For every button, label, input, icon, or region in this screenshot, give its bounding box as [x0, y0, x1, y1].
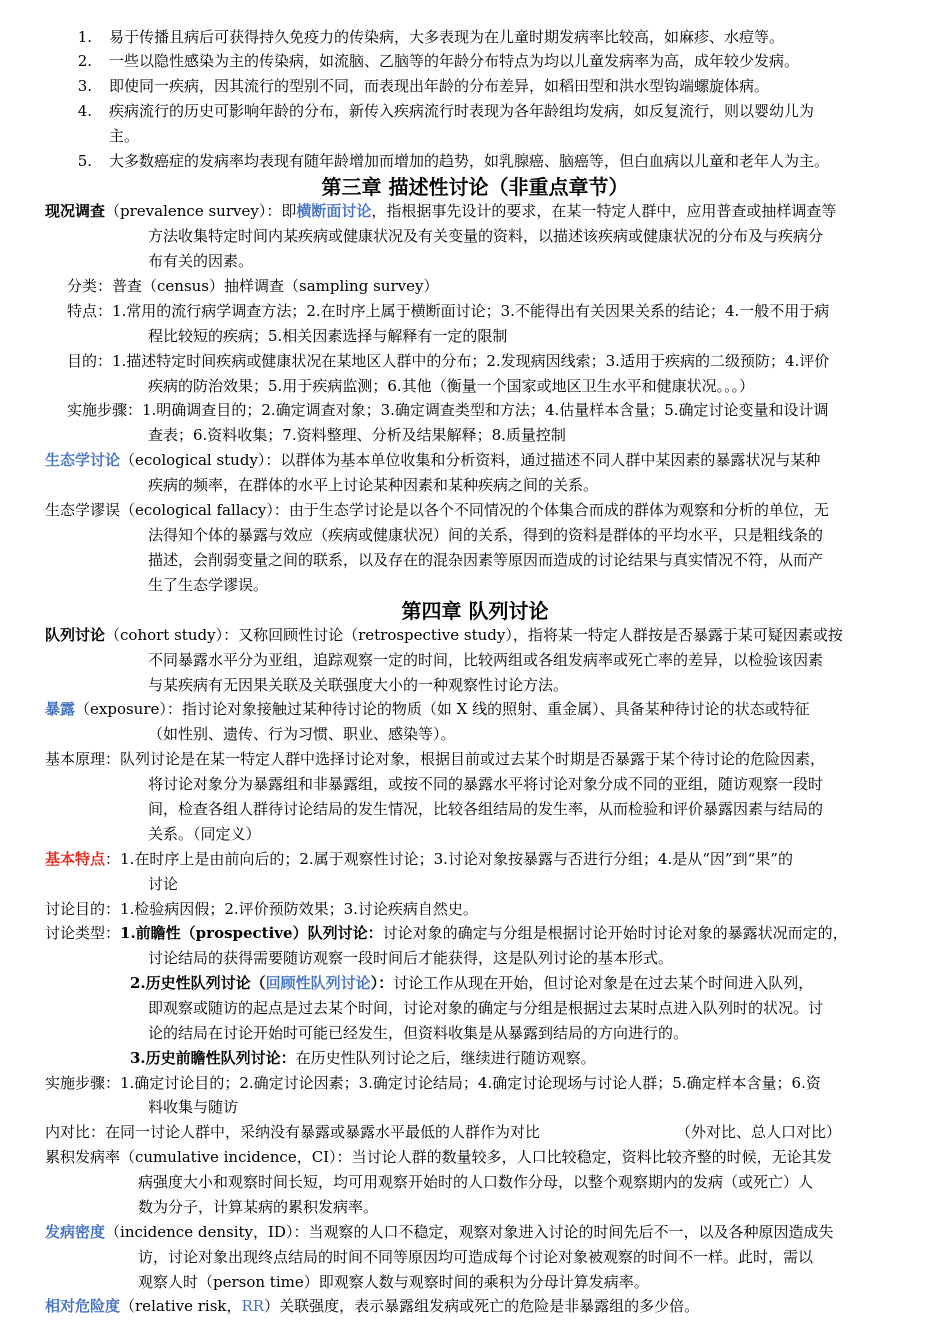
text: 在历史性队列讨论之后，继续进行随访观察。 — [295, 1049, 596, 1067]
goal-line: 讨论目的：1.检验病因假；2.评价预防效果；3.讨论疾病自然史。 — [45, 900, 478, 918]
features-line: 特点：1.常用的流行病学调查方法；2.在时序上属于横断面讨论；3.不能得出有关因果关系的结论；4.一般不用于病 — [67, 302, 830, 320]
paragraph-line: 法得知个体的暴露与效应（疾病或健康状况）间的关系，得到的资料是群体的平均水平，只是粗线条的 — [148, 526, 824, 544]
term-cross-sectional: 横断面讨论 — [296, 202, 372, 220]
list-number: 5. — [77, 152, 92, 170]
list-item: 一些以隐性感染为主的传染病，如流脑、乙脑等的年龄分布特点为均以儿童发病率为高，成年较少发病。 — [109, 52, 800, 70]
principle-line: 基本原理：队列讨论是在某一特定人群中选择讨论对象，根据目前或过去某个时期是否暴露于某个待讨论的危险因素， — [45, 750, 826, 768]
paragraph-line: 程比较短的疾病；5.相关因素选择与解释有一定的限制 — [148, 327, 508, 345]
type-2-line — [130, 971, 813, 995]
paragraph-line: 观察人时（person time）即观察人数与观察时间的乘积为分母计算发病率。 — [138, 1273, 649, 1291]
list-item: 疾病流行的历史可影响年龄的分布，新传入疾病流行时表现为各年龄组均发病，如反复流行，则以婴幼儿为 — [109, 102, 815, 120]
text: （ecological study）：以群体为基本单位收集和分析资料，通过描述不同人群中某因素的暴露状况与某种 — [120, 451, 821, 469]
paragraph-line: 讨论 — [148, 875, 179, 893]
paragraph-line: （如性别、遗传、行为习惯、职业、感染等）。 — [148, 725, 456, 743]
text: ）关联强度，表示暴露组发病或死亡的危险是非暴露组的多少倍。 — [264, 1297, 700, 1315]
list-item-cont: 主。 — [109, 127, 140, 145]
paragraph-line: 论的结局在讨论开始时可能已经发生，但资料收集是从暴露到结局的方向进行的。 — [148, 1024, 689, 1042]
paragraph-line: 描述，会削弱变量之间的联系，以及存在的混杂因素等原因而造成的讨论结果与真实情况不符，从而产 — [148, 551, 824, 569]
text: 讨论对象的确定与分组是根据讨论开始时讨论对象的暴露状况而定的， — [382, 924, 848, 942]
list-number: 4. — [77, 102, 92, 120]
term-prospective: 1.前瞻性（prospective）队列讨论： — [120, 924, 383, 942]
chapter-3-title: 第三章 描述性讨论（非重点章节） — [321, 175, 629, 199]
paragraph-line: 将讨论对象分为暴露组和非暴露组，或按不同的暴露水平将讨论对象分成不同的亚组，随访观察一段时 — [148, 775, 824, 793]
paragraph-line: 疾病的防治效果；5.用于疾病监测；6.其他（衡量一个国家或地区卫生水平和健康状况。。。） — [148, 377, 755, 395]
paragraph-line: 布有关的因素。 — [148, 252, 254, 270]
paragraph-line: 查表；6.资料收集；7.资料整理、分析及结果解释；8.质量控制 — [148, 426, 566, 444]
paragraph-line: 与某疾病有无因果关联及关联强度大小的一种观察性讨论方法。 — [148, 676, 569, 694]
abbr-rr: RR — [241, 1297, 265, 1315]
term-exposure: 暴露 — [45, 700, 76, 718]
text: ：1.在时序上是由前向后的；2.属于观察性讨论；3.讨论对象按暴露与否进行分组；4.是从“因”到“果”的 — [105, 850, 793, 868]
list-number: 3. — [77, 77, 92, 95]
incidence-density-def — [45, 1220, 833, 1244]
term-ecological-study: 生态学讨论 — [45, 451, 121, 469]
text: ，指根据事先设计的要求，在某一特定人群中，应用普查或抽样调查等 — [371, 202, 837, 220]
impl-steps-line: 实施步骤：1.确定讨论目的；2.确定讨论因素；3.确定讨论结局；4.确定讨论现场与讨论人群；5.确定样本含量；6.资 — [45, 1074, 821, 1092]
term-historical: 2.历史性队列讨论（ — [130, 974, 266, 992]
aims-line: 目的：1.描述特定时间疾病或健康状况在某地区人群中的分布；2.发现病因线索；3.适用于疾病的二级预防；4.评价 — [67, 352, 830, 370]
basic-features-def — [45, 847, 793, 871]
cohort-study-def — [45, 623, 843, 647]
list-number: 2. — [77, 52, 92, 70]
type-3-line — [130, 1046, 596, 1070]
text: （relative risk， — [120, 1297, 242, 1315]
text: ）： — [370, 974, 394, 992]
ecological-fallacy-def: 生态学谬误（ecological fallacy）：由于生态学讨论是以各个不同情况的个体集合而成的群体为观察和分析的单位，无 — [45, 501, 829, 519]
term-basic-features: 基本特点 — [45, 850, 106, 868]
paragraph-line: 疾病的频率，在群体的水平上讨论某种因素和某种疾病之间的关系。 — [148, 476, 599, 494]
relative-risk-def — [45, 1294, 699, 1318]
prevalence-survey-def — [45, 199, 836, 223]
classification-line: 分类：普查（census）抽样调查（sampling survey） — [67, 277, 439, 295]
term-historical-prospective: 3.历史前瞻性队列讨论： — [130, 1049, 296, 1067]
external-control-note: （外对比、总人口对比） — [676, 1123, 842, 1141]
paragraph-line: 生了生态学谬误。 — [148, 576, 269, 594]
text: （exposure）：指讨论对象接触过某种待讨论的物质（如 X 线的照射、重金属）、具备某种待讨论的状态或特征 — [75, 700, 810, 718]
list-item: 易于传播且病后可获得持久免疫力的传染病，大多表现为在儿童时期发病率比较高，如麻疹、水痘等。 — [109, 28, 785, 46]
internal-control-line: 内对比：在同一讨论人群中，采纳没有暴露或暴露水平最低的人群作为对比 — [45, 1123, 541, 1141]
term-incidence-density: 发病密度 — [45, 1223, 106, 1241]
paragraph-line: 不同暴露水平分为亚组，追踪观察一定的时间，比较两组或各组发病率或死亡率的差异，以检验该因素 — [148, 651, 824, 669]
chapter-4-title: 第四章 队列讨论 — [401, 599, 549, 623]
paragraph-line: 料收集与随访 — [148, 1098, 239, 1116]
paragraph-line: 访，讨论对象出现终点结局的时间不同等原因均可造成每个讨论对象被观察的时间不一样。此时，需以 — [138, 1248, 814, 1266]
text: （prevalence survey）：即 — [105, 202, 297, 220]
label: 讨论类型： — [45, 924, 121, 942]
ecological-study-def — [45, 448, 820, 472]
cumulative-incidence-def: 累积发病率（cumulative incidence，CI）：当讨论人群的数量较多，人口比较稳定，资料比较齐整的时候，无论其发 — [45, 1148, 832, 1166]
paragraph-line: 即观察或随访的起点是过去某个时间，讨论对象的确定与分组是根据过去某时点进入队列时的状况。讨 — [148, 999, 824, 1017]
paragraph-line: 讨论结局的获得需要随访观察一段时间后才能获得，这是队列讨论的基本形式。 — [148, 949, 674, 967]
text: （cohort study）：又称回顾性讨论（retrospective study），指将某一特定人群按是否暴露于某可疑因素或按 — [105, 626, 843, 644]
text: （incidence density，ID）：当观察的人口不稳定，观察对象进入讨论的时间先后不一，以及各种原因造成失 — [105, 1223, 834, 1241]
list-item: 即使同一疾病，因其流行的型别不同，而表现出年龄的分布差异，如稻田型和洪水型钩端螺旋体病。 — [109, 77, 770, 95]
paragraph-line: 方法收集特定时间内某疾病或健康状况及有关变量的资料，以描述该疾病或健康状况的分布及与疾病分 — [148, 227, 824, 245]
term-retrospective: 回顾性队列讨论 — [265, 974, 371, 992]
term-prevalence-survey: 现况调查 — [45, 202, 106, 220]
paragraph-line: 病强度大小和观察时间长短，均可用观察开始时的人口数作分母，以整个观察期内的发病（或死亡）人 — [138, 1173, 814, 1191]
paragraph-line: 间，检查各组人群待讨论结局的发生情况，比较各组结局的发生率，从而检验和评价暴露因素与结局的 — [148, 800, 824, 818]
exposure-def — [45, 697, 810, 721]
text: 讨论工作从现在开始，但讨论对象是在过去某个时间进入队列， — [393, 974, 814, 992]
term-cohort-study: 队列讨论 — [45, 626, 106, 644]
type-1-line — [45, 921, 848, 945]
steps-line: 实施步骤：1.明确调查目的；2.确定调查对象；3.确定调查类型和方法；4.估量样本含量；5.确定讨论变量和设计调 — [67, 401, 829, 419]
paragraph-line: 数为分子，计算某病的累积发病率。 — [138, 1198, 379, 1216]
paragraph-line: 关系。（同定义） — [148, 825, 261, 843]
list-item: 大多数癌症的发病率均表现有随年龄增加而增加的趋势，如乳腺癌、脑癌等，但白血病以儿童和老年人为主。 — [109, 152, 830, 170]
list-number: 1. — [77, 28, 92, 46]
term-relative-risk: 相对危险度 — [45, 1297, 121, 1315]
